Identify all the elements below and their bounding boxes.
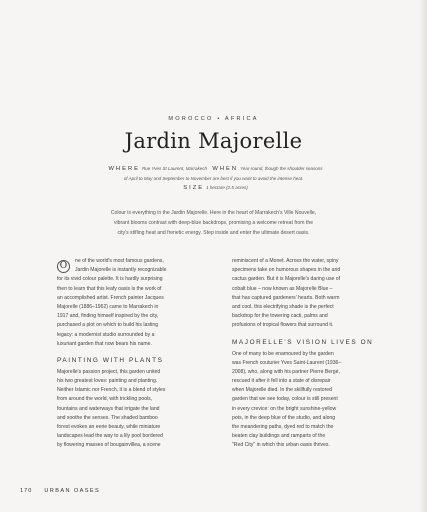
region-kicker: MOROCCO • AFRICA <box>168 116 259 122</box>
body-line: legacy: a modernist studio surrounded by a <box>57 331 155 338</box>
body-line: purchased a plot on which to build his lasting <box>57 322 159 329</box>
body-line: rescued it after it fell into a state of disrepair <box>232 378 331 385</box>
body-line: that has captured gardeners' hearts. Both warm <box>232 294 340 301</box>
body-line: forest evokes an eerie beauty, while miniature <box>57 424 161 430</box>
where-label: WHERE <box>108 166 141 172</box>
page-footer <box>20 488 100 494</box>
body-line: 2008), who, along with his partner Pierre Bergé, <box>232 368 340 375</box>
body-line: by flowering masses of bougainvillea, a scene <box>57 442 161 449</box>
intro-line: Colour is everything in the Jardin Majorelle. Here in the heart of Marrakech's Ville Nouvelle, <box>110 210 317 216</box>
drop-cap: O <box>57 260 70 273</box>
body-line: profusions of tropical flowers that surround it. <box>232 322 334 329</box>
body-line: Neither Islamic nor French, it is a blend of styles <box>57 387 166 394</box>
page-number: 170 <box>20 488 33 494</box>
body-line: pots, in the deep blue of the studio, and along <box>232 414 336 421</box>
body-line: One of many to be enamoured by the garden <box>232 350 334 357</box>
subheading-vision: MAJORELLE'S VISION LIVES ON <box>232 338 374 346</box>
body-line: cactus garden. But it is Majorelle's daring use of <box>232 276 340 283</box>
when-value-2: of April to May and September to November are best if you want to avoid the intense heat. <box>123 176 304 181</box>
left-column <box>57 257 192 451</box>
body-line: and soothe the senses. The shaded bamboo <box>57 414 158 421</box>
subheading-painting: PAINTING WITH PLANTS <box>57 356 164 364</box>
size-label: SIZE <box>183 185 205 191</box>
body-line: then to learn that this leafy oasis is the work of <box>57 285 162 292</box>
where-value: Rue Yves St Laurent, Marrakech <box>142 166 208 171</box>
body-line: garden that we see today, colour is still present <box>232 396 338 403</box>
body-line: Majorelle's passion project, this garden united <box>57 368 161 375</box>
body-line: was French couturier Yves Saint-Laurent (1936– <box>232 359 342 366</box>
body-line: specimens take on humorous shapes in the arid <box>232 267 341 274</box>
section-name: URBAN OASES <box>44 488 101 494</box>
body-line: beaten clay buildings and ramparts of the <box>232 433 326 440</box>
body-line: his two greatest loves: painting and planting. <box>57 378 158 385</box>
page-title: Jardin Majorelle <box>124 129 303 153</box>
body-line: an accomplished artist. French painter Jacques <box>57 294 164 301</box>
body-line: backdrop for the towering cacti, palms and <box>232 313 328 320</box>
body-line: reminiscent of a Monet. Across the water, spiny <box>232 258 339 264</box>
body-line: the meandering paths, dyed red to match the <box>232 424 334 430</box>
body-line: 1917 and, finding himself inspired by the city, <box>57 313 159 320</box>
body-line: for its vivid colour palette. It is hardly surprising <box>57 276 163 283</box>
body-line: cobalt blue – now known as Majorelle Blue – <box>232 285 333 292</box>
body-line: landscapes lead the way to a lily pool bordered <box>57 433 163 440</box>
size-value: 1 hectare (2.5 acres) <box>206 185 248 190</box>
body-line: and cool, this electrifying shade is the perfect <box>232 303 334 310</box>
body-line: in every crevice: on the bright sunshine-yellow <box>232 405 337 412</box>
right-column <box>232 257 374 451</box>
when-value-1: Year-round, though the shoulder seasons <box>240 166 323 171</box>
body-line: Majorelle (1886–1962) came to Marrakech in <box>57 303 159 310</box>
body-line: Jardin Majorelle is instantly recognizable <box>75 267 167 274</box>
body-line: ne of the world's most famous gardens, <box>75 258 164 264</box>
body-line: fountains and waterways that irrigate the land <box>57 405 160 412</box>
when-label: WHEN <box>212 166 239 172</box>
body-line: "Red City" in which this urban oasis thrives. <box>232 442 330 449</box>
meta-line-2 <box>0 176 427 182</box>
intro-line: city's stifling heat and frenetic energy. Step inside and enter the ultimate desert oasis. <box>117 229 310 236</box>
meta-line-1 <box>0 166 427 172</box>
body-line: when Majorelle died. In the skillfully restored <box>232 387 332 394</box>
meta-line-3 <box>0 185 427 191</box>
body-line: luxuriant garden that now bears his name. <box>57 340 152 347</box>
body-line: from around the world, with trickling pools, <box>57 396 153 403</box>
intro-line: vibrant blooms contrast with deep-blue backdrops, promising a welcome retreat from the <box>113 220 314 226</box>
page-edge <box>419 0 427 512</box>
